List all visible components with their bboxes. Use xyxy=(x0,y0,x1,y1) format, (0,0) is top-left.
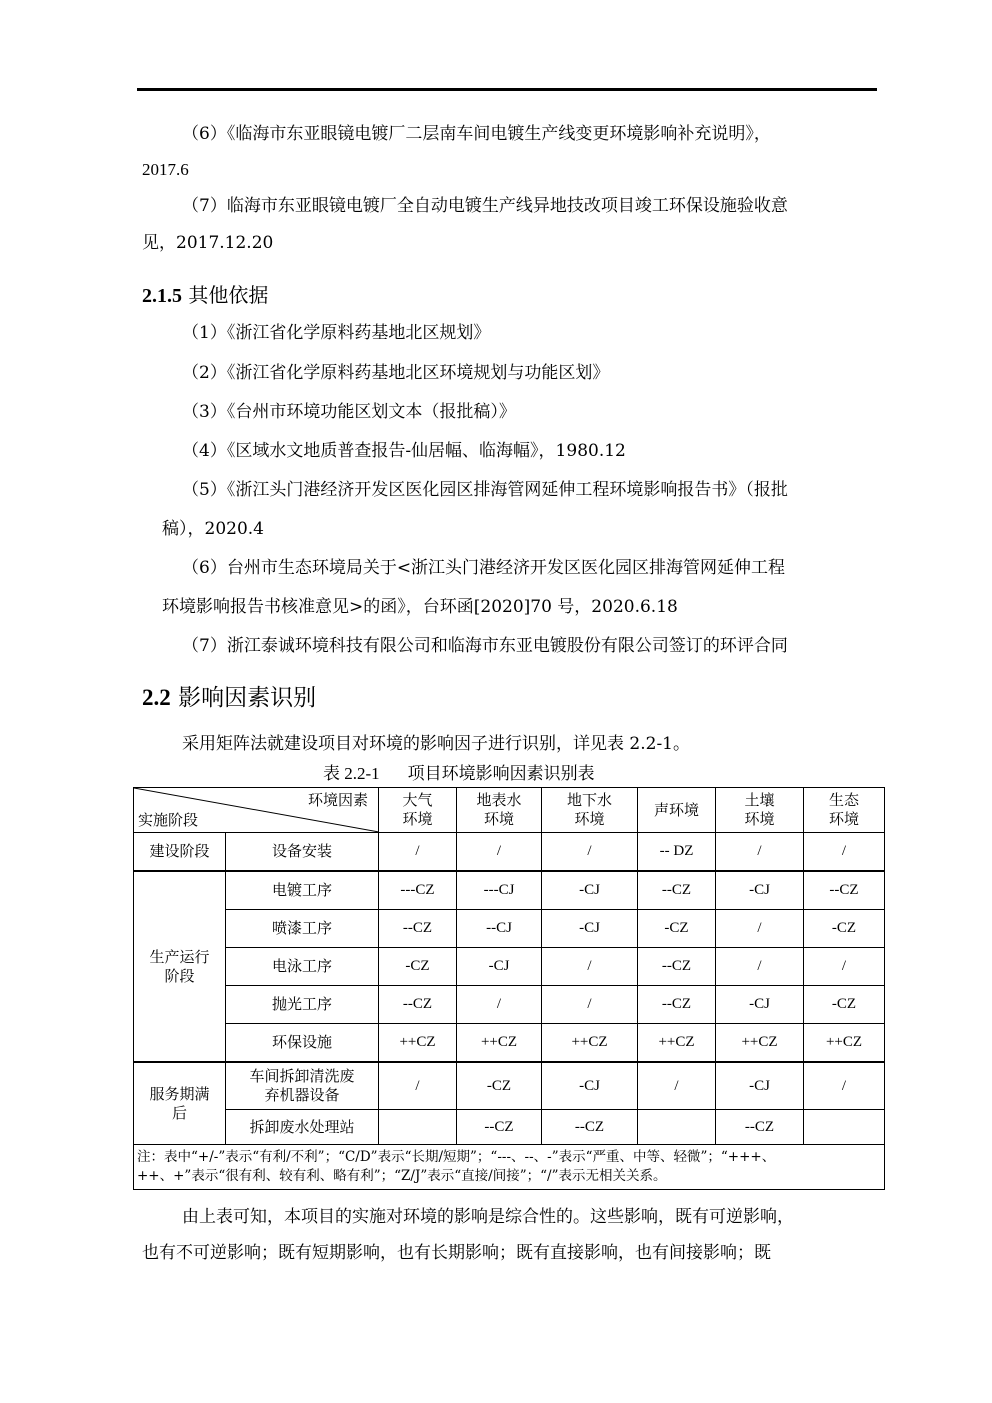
header-rule xyxy=(137,88,877,91)
section-heading-2-2 xyxy=(142,684,316,712)
impact-cell: --CZ xyxy=(542,1110,638,1145)
impact-cell: --CZ xyxy=(457,1110,542,1145)
paragraph-6-line1: （6）《临海市东亚眼镜电镀厂二层南车间电镀生产线变更环境影响补充说明》， xyxy=(182,124,771,144)
process-cell: 车间拆卸清洗废 弃机器设备 xyxy=(226,1062,379,1110)
section-title: 其他依据 xyxy=(188,283,269,307)
paragraph-7-line1: （7）临海市东亚眼镜电镀厂全自动电镀生产线异地技改项目竣工环保设施验收意 xyxy=(182,196,788,216)
impact-cell: -CZ xyxy=(638,910,716,948)
impact-cell: ---CJ xyxy=(457,871,542,910)
impact-cell: -CJ xyxy=(457,948,542,986)
impact-identification-table xyxy=(133,787,885,1190)
impact-cell: ++CZ xyxy=(716,1024,804,1063)
basis-item: （3）《台州市环境功能区划文本（报批稿）》 xyxy=(182,402,516,422)
section-heading-2-1-5 xyxy=(142,283,268,308)
impact-cell: --CZ xyxy=(638,986,716,1024)
impact-cell: -CJ xyxy=(716,986,804,1024)
process-cell: 电镀工序 xyxy=(226,871,379,910)
stage-cell: 生产运行 阶段 xyxy=(134,871,226,1062)
process-cell: 电泳工序 xyxy=(226,948,379,986)
impact-cell: ++CZ xyxy=(638,1024,716,1063)
impact-cell: / xyxy=(379,833,457,872)
factor-header: 地下水 环境 xyxy=(542,788,638,833)
impact-cell: -CZ xyxy=(379,948,457,986)
impact-cell: --CZ xyxy=(379,986,457,1024)
paragraph-6-line2: 2017.6 xyxy=(142,160,189,179)
factor-header: 声环境 xyxy=(638,788,716,833)
table-row xyxy=(134,986,885,1024)
impact-cell: --CZ xyxy=(804,871,885,910)
table-note-row xyxy=(134,1145,885,1190)
impact-cell: ++CZ xyxy=(804,1024,885,1063)
table-header-row xyxy=(134,788,885,833)
corner-label-factors: 环境因素 xyxy=(307,791,368,809)
stage-cell: 建设阶段 xyxy=(134,833,226,872)
impact-cell: ++CZ xyxy=(379,1024,457,1063)
basis-item: （2）《浙江省化学原料药基地北区环境规划与功能区划》 xyxy=(182,363,610,383)
impact-cell xyxy=(379,1110,457,1145)
basis-item-continuation: 环境影响报告书核准意见>的函》，台环函[2020]70 号，2020.6.18 xyxy=(162,597,678,617)
impact-cell: / xyxy=(638,1062,716,1110)
impact-cell: -CJ xyxy=(542,910,638,948)
process-cell: 抛光工序 xyxy=(226,986,379,1024)
process-cell: 拆卸废水处理站 xyxy=(226,1110,379,1145)
impact-cell: --CZ xyxy=(638,948,716,986)
impact-cell: -CJ xyxy=(542,871,638,910)
table-row xyxy=(134,1110,885,1145)
impact-cell: -CZ xyxy=(804,910,885,948)
impact-cell: -CZ xyxy=(457,1062,542,1110)
table-row xyxy=(134,833,885,872)
section-number: 2.1.5 xyxy=(142,285,182,307)
impact-cell: --CZ xyxy=(379,910,457,948)
impact-cell: / xyxy=(542,833,638,872)
basis-item: （7）浙江泰诚环境科技有限公司和临海市东亚电镀股份有限公司签订的环评合同 xyxy=(182,636,788,656)
table-caption xyxy=(323,764,595,784)
impact-cell: --CZ xyxy=(638,871,716,910)
impact-cell: -CJ xyxy=(716,871,804,910)
impact-cell: / xyxy=(804,948,885,986)
factor-header: 地表水 环境 xyxy=(457,788,542,833)
table-intro: 采用矩阵法就建设项目对环境的影响因子进行识别，详见表 2.2-1。 xyxy=(182,734,690,754)
paragraph-7-line2: 见，2017.12.20 xyxy=(142,233,274,253)
impact-cell: / xyxy=(457,833,542,872)
impact-cell: ---CZ xyxy=(379,871,457,910)
impact-cell: / xyxy=(716,948,804,986)
impact-cell: / xyxy=(804,833,885,872)
table-note: 注：表中“+/-”表示“有利/不利”；“C/D”表示“长期/短期”；“---、--、-”表示“严重、中等、轻微”；“+++、 ++、+”表示“很有利、较有利、略有利”；“Z/J”表示“直接/间接”；“/”表示无相关关系。 xyxy=(134,1145,885,1190)
factor-header: 土壤 环境 xyxy=(716,788,804,833)
table-row xyxy=(134,1062,885,1110)
impact-cell: --CJ xyxy=(457,910,542,948)
conclusion-line1: 由上表可知，本项目的实施对环境的影响是综合性的。这些影响，既有可逆影响， xyxy=(182,1207,794,1227)
conclusion-line2: 也有不可逆影响；既有短期影响，也有长期影响；既有直接影响，也有间接影响；既 xyxy=(142,1243,771,1263)
impact-cell xyxy=(638,1110,716,1145)
table-caption-title: 项目环境影响因素识别表 xyxy=(407,764,595,784)
impact-cell: / xyxy=(542,948,638,986)
impact-cell: / xyxy=(379,1062,457,1110)
impact-cell: / xyxy=(457,986,542,1024)
table-row xyxy=(134,1024,885,1063)
table-row xyxy=(134,871,885,910)
basis-item: （1）《浙江省化学原料药基地北区规划》 xyxy=(182,323,491,343)
basis-item: （5）《浙江头门港经济开发区医化园区排海管网延伸工程环境影响报告书》（报批 xyxy=(182,480,788,500)
impact-cell: / xyxy=(804,1062,885,1110)
impact-cell: -CJ xyxy=(542,1062,638,1110)
corner-header-cell xyxy=(134,788,379,833)
table-caption-number: 表 2.2-1 xyxy=(323,764,380,783)
table-row xyxy=(134,910,885,948)
basis-item: （6）台州市生态环境局关于<浙江头门港经济开发区医化园区排海管网延伸工程 xyxy=(182,558,786,578)
factor-header: 生态 环境 xyxy=(804,788,885,833)
corner-label-stages: 实施阶段 xyxy=(138,811,199,829)
impact-cell: / xyxy=(716,833,804,872)
impact-cell: --CZ xyxy=(716,1110,804,1145)
section-number: 2.2 xyxy=(142,685,171,710)
impact-cell: -CJ xyxy=(716,1062,804,1110)
impact-cell: / xyxy=(542,986,638,1024)
stage-cell: 服务期满 后 xyxy=(134,1062,226,1145)
impact-cell: ++CZ xyxy=(542,1024,638,1063)
table-row xyxy=(134,948,885,986)
impact-cell xyxy=(804,1110,885,1145)
process-cell: 喷漆工序 xyxy=(226,910,379,948)
section-title: 影响因素识别 xyxy=(178,685,317,711)
process-cell: 环保设施 xyxy=(226,1024,379,1063)
impact-cell: ++CZ xyxy=(457,1024,542,1063)
impact-cell: / xyxy=(716,910,804,948)
factor-header: 大气 环境 xyxy=(379,788,457,833)
basis-item-continuation: 稿），2020.4 xyxy=(162,519,264,539)
impact-cell: -- DZ xyxy=(638,833,716,872)
impact-cell: -CZ xyxy=(804,986,885,1024)
process-cell: 设备安装 xyxy=(226,833,379,872)
basis-item: （4）《区域水文地质普查报告-仙居幅、临海幅》，1980.12 xyxy=(182,441,626,461)
